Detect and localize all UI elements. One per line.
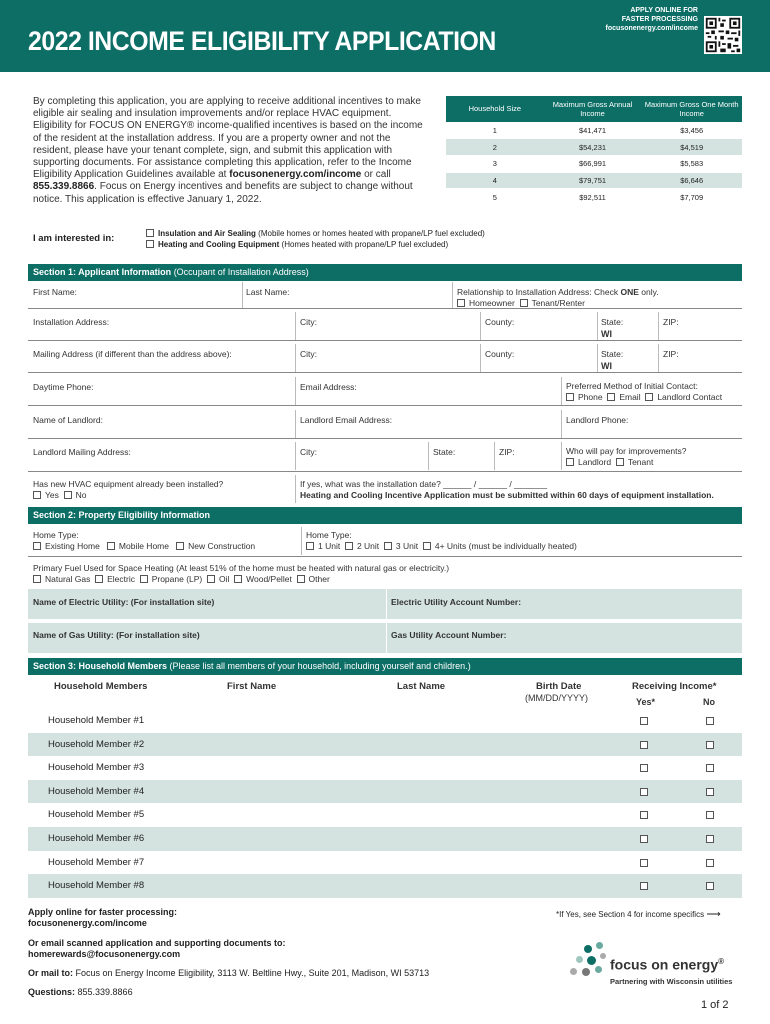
footer-mail-label: Or mail to: xyxy=(28,968,74,978)
tenant-renter-label: Tenant/Renter xyxy=(531,298,585,308)
income-no-checkbox[interactable] xyxy=(706,717,714,725)
apply-url-link[interactable]: focusonenergy.com/income xyxy=(605,25,698,32)
landlord-contact-checkbox[interactable] xyxy=(645,393,653,401)
divider xyxy=(561,410,562,438)
divider xyxy=(28,308,742,309)
unit-3-label: 3 Unit xyxy=(395,541,419,551)
landlord-email-label: Landlord Email Address: xyxy=(300,415,393,425)
member-label: Household Member #1 xyxy=(48,715,145,726)
landlord-phone-label: Landlord Phone: xyxy=(566,415,629,425)
divider xyxy=(658,312,659,340)
footer-email-block xyxy=(28,938,286,960)
insulation-label: Insulation and Air Sealing xyxy=(158,229,256,238)
cell-month: $4,519 xyxy=(641,139,742,156)
household-member-row[interactable] xyxy=(28,756,742,780)
divider xyxy=(295,377,296,405)
hvac-installed-options xyxy=(33,490,86,500)
footer-mail-line xyxy=(28,968,429,979)
divider xyxy=(28,556,742,557)
intro-text-2: or call xyxy=(361,169,391,181)
col-birth-format: (MM/DD/YYYY) xyxy=(525,693,588,703)
footer-email-link[interactable]: homerewards@focusonenergy.com xyxy=(28,949,181,959)
divider xyxy=(597,312,598,340)
electric-account-label: Electric Utility Account Number: xyxy=(391,597,522,607)
cell-month: $5,583 xyxy=(641,155,742,172)
member-label: Household Member #4 xyxy=(48,785,145,797)
section-1-header xyxy=(28,264,742,281)
member-label: Household Member #8 xyxy=(48,880,145,892)
other-fuel-label: Other xyxy=(308,574,330,584)
interest-label: I am interested in: xyxy=(33,233,115,244)
interest-insulation-option[interactable] xyxy=(146,228,485,239)
arrow-right-icon: ⟶ xyxy=(706,909,721,920)
wood-pellet-label: Wood/Pellet xyxy=(246,574,292,584)
household-member-row[interactable] xyxy=(28,780,742,804)
household-member-row[interactable] xyxy=(28,709,742,733)
col-last-name: Last Name xyxy=(397,681,446,692)
propane-label: Propane (LP) xyxy=(151,574,203,584)
oil-label: Oil xyxy=(219,574,230,584)
page-number: 1 of 2 xyxy=(701,999,729,1011)
mailing-county-label: County: xyxy=(485,349,515,359)
email-label: Email xyxy=(619,392,641,402)
divider xyxy=(295,475,296,503)
interest-hvac-option[interactable] xyxy=(146,239,485,250)
phone-checkbox[interactable] xyxy=(566,393,574,401)
income-no-checkbox[interactable] xyxy=(706,741,714,749)
income-yes-checkbox[interactable] xyxy=(640,741,648,749)
cell-month: $7,709 xyxy=(641,189,742,206)
income-yes-checkbox[interactable] xyxy=(640,859,648,867)
divider xyxy=(480,344,481,372)
divider xyxy=(242,282,243,308)
landlord-zip-label: ZIP: xyxy=(499,447,515,457)
col-max-annual: Maximum Gross Annual Income xyxy=(544,96,642,122)
install-county-label: County: xyxy=(485,317,515,327)
new-construction-checkbox[interactable] xyxy=(176,542,184,550)
hvac-note: (Homes heated with propane/LP fuel excluded) xyxy=(279,240,449,249)
divider xyxy=(561,442,562,470)
unit-2-checkbox[interactable] xyxy=(345,542,353,550)
intro-text-1: By completing this application, you are applying to receive additional incentives to make eligible air sealing and insulation improvements and/or replace HVAC equipment. Eligibility for FOCUS ON ENERGY® income-qualified incentives is based on the income of the resident at the installation address. If you are a property owner and not the resident, please have your tenant complete, sign, and submit this application with supporting documents. For assistance completing this application, refer to the Income Eligibility Application Guidelines available at xyxy=(33,96,423,181)
footer-apply-online xyxy=(28,907,177,929)
intro-phone: 855.339.8866 xyxy=(33,181,95,193)
section-2-header xyxy=(28,507,742,524)
member-label: Household Member #7 xyxy=(48,856,145,868)
cell-annual: $92,511 xyxy=(544,189,642,206)
income-limits-table xyxy=(446,96,742,206)
mailing-state-value: WI xyxy=(601,361,612,371)
new-construction-label: New Construction xyxy=(188,541,256,551)
mailing-zip-label: ZIP: xyxy=(663,349,679,359)
gas-account-label: Gas Utility Account Number: xyxy=(391,630,507,640)
income-no-checkbox[interactable] xyxy=(706,764,714,772)
intro-text-3: . Focus on Energy incentives and benefits are subject to change without notice. This application is effective January 1, 2022. xyxy=(33,181,413,205)
logo-registered: ® xyxy=(718,957,725,966)
oil-checkbox[interactable] xyxy=(207,575,215,583)
logo-text: focus on energy xyxy=(610,956,719,973)
landlord-contact-label: Landlord Contact xyxy=(657,392,723,402)
pay-landlord-label: Landlord xyxy=(578,457,612,467)
intro-paragraph xyxy=(33,96,425,206)
landlord-name-label: Name of Landlord: xyxy=(33,415,103,425)
cell-size: 5 xyxy=(446,189,544,206)
email-address-label: Email Address: xyxy=(300,382,357,392)
income-row xyxy=(446,172,742,189)
section-1-subtitle: (Occupant of Installation Address) xyxy=(171,267,309,277)
mailing-state-label: State: xyxy=(601,349,624,359)
col-receiving-income: Receiving Income* xyxy=(632,681,717,692)
relationship-text: Relationship to Installation Address: Check xyxy=(457,287,621,297)
income-yes-checkbox[interactable] xyxy=(640,764,648,772)
fuel-options xyxy=(33,574,330,584)
apply-line-1: APPLY ONLINE FOR xyxy=(630,7,698,14)
hvac-checkbox[interactable] xyxy=(146,240,154,248)
col-birth-date: Birth Date xyxy=(536,681,582,692)
divider xyxy=(28,471,742,472)
household-member-row[interactable] xyxy=(28,733,742,757)
home-type-label: Home Type: xyxy=(33,530,79,540)
unit-3-checkbox[interactable] xyxy=(384,542,392,550)
cell-annual: $79,751 xyxy=(544,172,642,189)
divider xyxy=(386,589,387,619)
footer-questions-line xyxy=(28,987,133,998)
col-income-no: No xyxy=(703,697,715,707)
phone-label: Phone xyxy=(578,392,603,402)
electric-label: Electric xyxy=(107,574,135,584)
cell-annual: $41,471 xyxy=(544,122,642,139)
footer-note-text: *If Yes, see Section 4 for income specifics xyxy=(556,910,705,919)
hvac-yes-checkbox[interactable] xyxy=(33,491,41,499)
homeowner-checkbox[interactable] xyxy=(457,299,465,307)
install-date-field[interactable]: If yes, what was the installation date? ______ / ______ / _______ xyxy=(300,479,548,489)
wood-pellet-checkbox[interactable] xyxy=(234,575,242,583)
income-no-checkbox[interactable] xyxy=(706,811,714,819)
income-row xyxy=(446,155,742,172)
income-yes-checkbox[interactable] xyxy=(640,717,648,725)
divider xyxy=(28,438,742,439)
unit-1-checkbox[interactable] xyxy=(306,542,314,550)
member-label: Household Member #5 xyxy=(48,809,145,821)
divider xyxy=(28,621,742,622)
col-first-name: First Name xyxy=(227,681,277,692)
mailing-city-label: City: xyxy=(300,349,317,359)
landlord-mailing-label: Landlord Mailing Address: xyxy=(33,447,131,457)
section-1-title: Section 1: Applicant Information xyxy=(33,267,172,277)
footer-apply-url-link[interactable]: focusonenergy.com/income xyxy=(28,918,147,928)
household-member-row[interactable] xyxy=(28,874,742,898)
cell-size: 3 xyxy=(446,155,544,172)
divider xyxy=(295,442,296,470)
income-no-checkbox[interactable] xyxy=(706,835,714,843)
gas-utility-label: Name of Gas Utility: (For installation site) xyxy=(33,630,200,640)
income-yes-checkbox[interactable] xyxy=(640,882,648,890)
section-3-title: Section 3: Household Members xyxy=(33,661,168,671)
hvac-no-label: No xyxy=(75,490,87,500)
member-label: Household Member #2 xyxy=(48,738,145,750)
income-row xyxy=(446,189,742,206)
cell-month: $6,646 xyxy=(641,172,742,189)
unit-4-checkbox[interactable] xyxy=(423,542,431,550)
divider xyxy=(295,344,296,372)
intro-url-link[interactable]: focusonenergy.com/income xyxy=(229,169,362,181)
hvac-label: Heating and Cooling Equipment xyxy=(158,240,280,249)
apply-line-2: FASTER PROCESSING xyxy=(621,16,698,23)
landlord-state-label: State: xyxy=(433,447,456,457)
col-household-members: Household Members xyxy=(54,681,148,692)
col-income-yes: Yes* xyxy=(636,697,656,707)
member-label: Household Member #3 xyxy=(48,762,145,774)
income-no-checkbox[interactable] xyxy=(706,859,714,867)
install-city-label: City: xyxy=(300,317,317,327)
insulation-note: (Mobile homes or homes heated with propane/LP fuel excluded) xyxy=(255,229,485,238)
divider xyxy=(597,344,598,372)
footer-questions-phone: 855.339.8866 xyxy=(75,987,133,997)
cell-annual: $54,231 xyxy=(544,139,642,156)
relationship-options xyxy=(457,298,585,308)
preferred-contact-label: Preferred Method of Initial Contact: xyxy=(566,381,698,391)
divider xyxy=(301,527,302,555)
preferred-contact-options xyxy=(566,392,722,402)
daytime-phone-label: Daytime Phone: xyxy=(33,382,94,392)
unit-4-label: 4+ Units (must be individually heated) xyxy=(434,541,577,551)
hvac-yes-label: Yes xyxy=(45,490,59,500)
mailing-address-label: Mailing Address (if different than the address above): xyxy=(33,349,232,359)
mobile-home-checkbox[interactable] xyxy=(107,542,115,550)
footer-apply-label: Apply online for faster processing: xyxy=(28,907,178,917)
insulation-checkbox[interactable] xyxy=(146,229,154,237)
existing-home-label: Existing Home xyxy=(45,541,100,551)
electric-checkbox[interactable] xyxy=(95,575,103,583)
divider xyxy=(494,442,495,470)
footer-questions-label: Questions: xyxy=(28,987,76,997)
existing-home-checkbox[interactable] xyxy=(33,542,41,550)
electric-utility-label: Name of Electric Utility: (For installation site) xyxy=(33,597,215,607)
cell-size: 1 xyxy=(446,122,544,139)
installation-address-label: Installation Address: xyxy=(33,317,110,327)
hvac-no-checkbox[interactable] xyxy=(64,491,72,499)
section-2-title: Section 2: Property Eligibility Information xyxy=(33,510,211,520)
pay-tenant-checkbox[interactable] xyxy=(616,458,624,466)
unit-1-label: 1 Unit xyxy=(318,541,341,551)
section-3-header xyxy=(28,658,742,675)
unit-type-options xyxy=(306,541,577,551)
relationship-one: ONE xyxy=(620,287,639,297)
home-type-options xyxy=(33,541,255,551)
pay-landlord-checkbox[interactable] xyxy=(566,458,574,466)
member-label: Household Member #6 xyxy=(48,833,145,844)
fuel-question-label: Primary Fuel Used for Space Heating (At least 51% of the home must be heated with natural gas or electricity.) xyxy=(33,563,450,573)
cell-size: 2 xyxy=(446,139,544,156)
hvac-installed-label: Has new HVAC equipment already been installed? xyxy=(33,479,224,489)
who-pay-label: Who will pay for improvements? xyxy=(566,446,687,456)
divider xyxy=(428,442,429,470)
income-table-header xyxy=(446,96,742,122)
divider xyxy=(295,410,296,438)
install-state-label: State: xyxy=(601,317,624,327)
footer-mail-address: Focus on Energy Income Eligibility, 3113 W. Beltline Hwy., Suite 201, Madison, WI 53713 xyxy=(73,968,430,978)
page-title: 2022 INCOME ELIGIBILITY APPLICATION xyxy=(28,26,496,56)
logo-wordmark xyxy=(610,954,724,973)
section-3-subtitle: (Please list all members of your household, including yourself and children.) xyxy=(167,661,471,671)
logo-tagline: Partnering with Wisconsin utilities xyxy=(610,977,733,986)
apply-online-callout xyxy=(606,6,698,33)
divider xyxy=(28,372,742,373)
homeowner-label: Homeowner xyxy=(469,298,515,308)
natural-gas-checkbox[interactable] xyxy=(33,575,41,583)
interest-options xyxy=(146,228,485,250)
col-max-month: Maximum Gross One Month Income xyxy=(641,96,742,122)
cell-annual: $66,991 xyxy=(544,155,642,172)
tenant-renter-checkbox[interactable] xyxy=(520,299,528,307)
footer-note xyxy=(556,909,721,920)
install-zip-label: ZIP: xyxy=(663,317,679,327)
divider xyxy=(386,623,387,653)
pay-tenant-label: Tenant xyxy=(627,457,654,467)
landlord-city-label: City: xyxy=(300,447,317,457)
income-row xyxy=(446,139,742,156)
income-no-checkbox[interactable] xyxy=(706,882,714,890)
qr-code-icon[interactable] xyxy=(704,16,742,54)
income-yes-checkbox[interactable] xyxy=(640,788,648,796)
divider xyxy=(561,377,562,405)
mobile-home-label: Mobile Home xyxy=(118,541,169,551)
divider xyxy=(452,282,453,308)
unit-type-label: Home Type: xyxy=(306,530,352,540)
divider xyxy=(28,405,742,406)
who-pay-options xyxy=(566,457,653,467)
household-member-row[interactable] xyxy=(28,851,742,875)
footer-email-label: Or email scanned application and supporting documents to: xyxy=(28,938,286,948)
other-fuel-checkbox[interactable] xyxy=(297,575,305,583)
cell-size: 4 xyxy=(446,172,544,189)
email-checkbox[interactable] xyxy=(607,393,615,401)
income-no-checkbox[interactable] xyxy=(706,788,714,796)
last-name-label: Last Name: xyxy=(246,287,290,297)
unit-2-label: 2 Unit xyxy=(356,541,380,551)
natural-gas-label: Natural Gas xyxy=(45,574,91,584)
install-note: Heating and Cooling Incentive Application must be submitted within 60 days of equipment installation. xyxy=(300,490,714,500)
relationship-label xyxy=(457,287,659,297)
propane-checkbox[interactable] xyxy=(140,575,148,583)
col-household-size: Household Size xyxy=(446,96,544,122)
relationship-end: only. xyxy=(638,287,659,297)
divider xyxy=(28,340,742,341)
income-yes-checkbox[interactable] xyxy=(640,835,648,843)
install-state-value: WI xyxy=(601,329,612,339)
household-member-row[interactable] xyxy=(28,803,742,827)
first-name-label: First Name: xyxy=(33,287,77,297)
divider xyxy=(480,312,481,340)
divider xyxy=(295,312,296,340)
cell-month: $3,456 xyxy=(641,122,742,139)
divider xyxy=(658,344,659,372)
household-member-row[interactable] xyxy=(28,827,742,851)
income-yes-checkbox[interactable] xyxy=(640,811,648,819)
income-row xyxy=(446,122,742,139)
